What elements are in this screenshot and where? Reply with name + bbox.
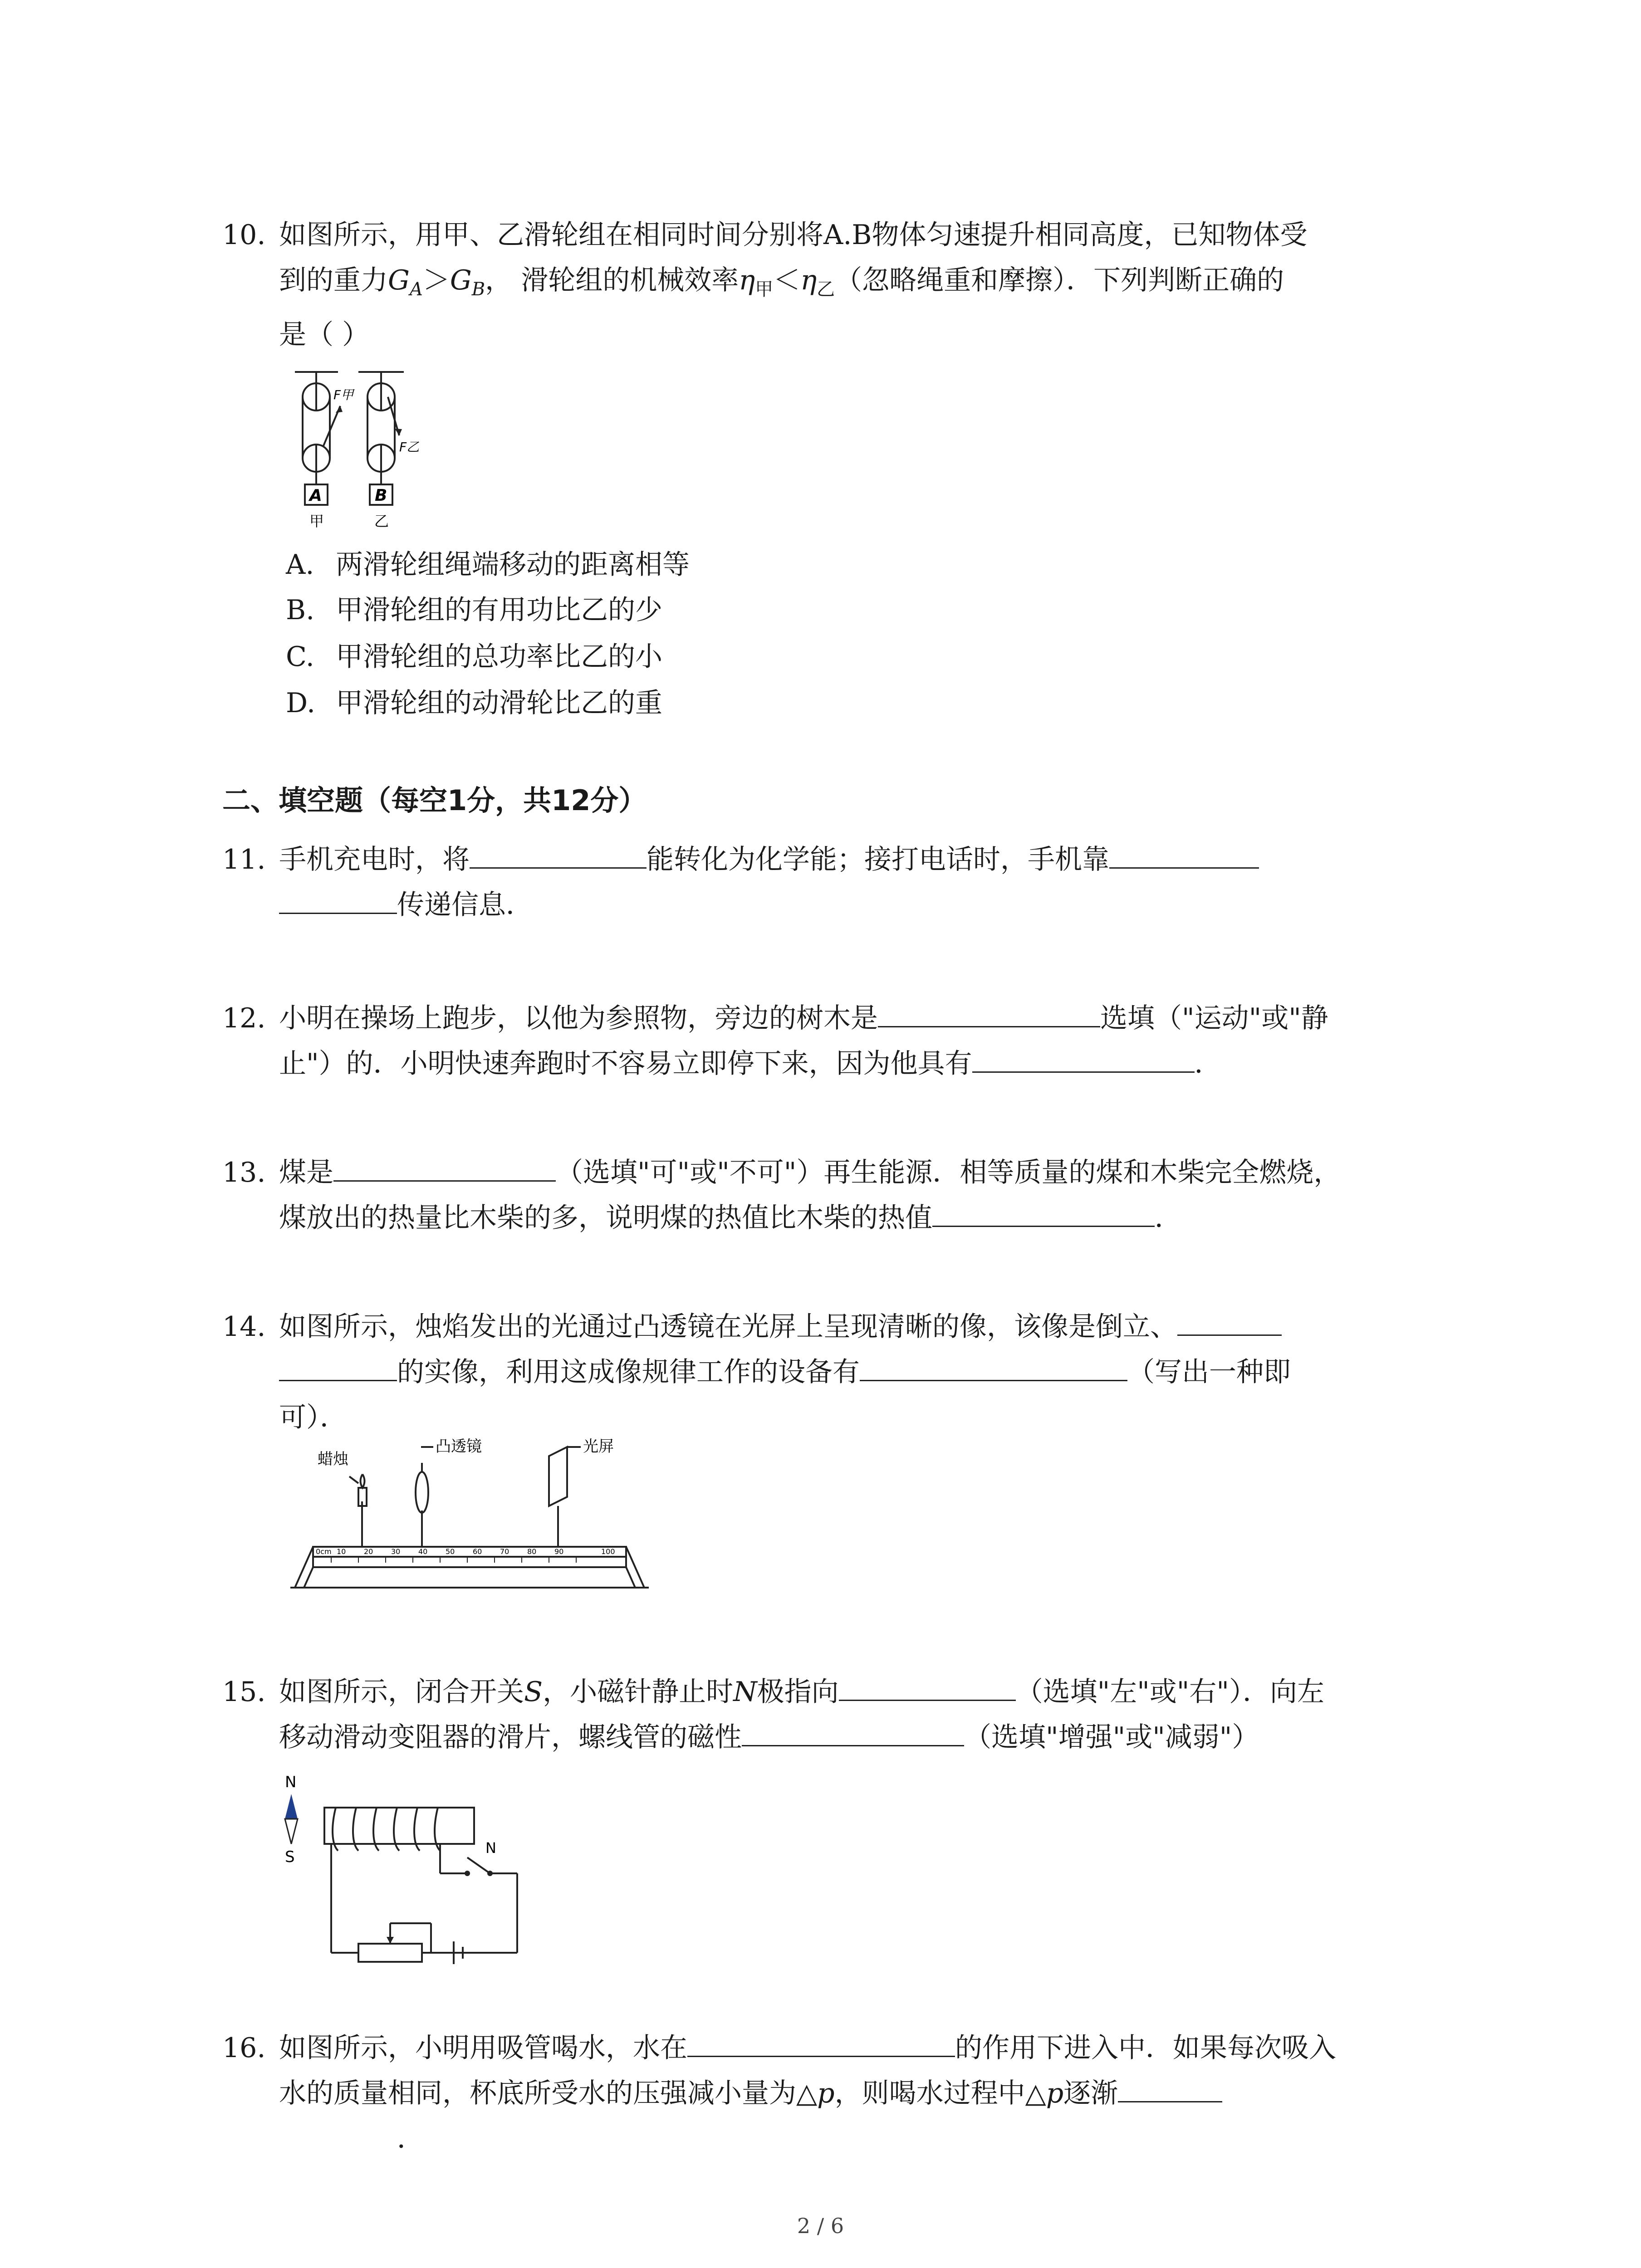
ruler-tick-label: 50 [446, 1547, 455, 1556]
answer-blank[interactable] [470, 841, 647, 869]
block-a-label: A [309, 486, 322, 505]
q10-line2: 到的重力$G_A>G_B$， 滑轮组的机械效率$\eta_甲<\eta_乙$（忽略绳重和摩擦）．下列判断正确的 [279, 264, 1284, 300]
option-d[interactable]: D. 甲滑轮组的动滑轮比乙的重 [286, 687, 662, 719]
force-yi-label: F乙 [399, 440, 420, 455]
section-title: 二、填空题（每空1分，共12分） [222, 784, 647, 817]
question-number: 12. [222, 1002, 266, 1034]
question-12: 12. 小明在操场上跑步，以他为参照物，旁边的树木是 选填（"运动"或"静 止"）的．小明快速奔跑时不容易立即停下来，因为他具有 ． [222, 996, 1447, 1086]
answer-blank[interactable] [279, 886, 397, 914]
label-yi: 乙 [374, 513, 389, 530]
option-c[interactable]: C. 甲滑轮组的总功率比乙的小 [286, 641, 662, 673]
answer-blank[interactable] [932, 1199, 1155, 1227]
question-11: 11. 手机充电时，将 能转化为化学能；接打电话时，手机靠 传递信息． [222, 837, 1447, 928]
answer-blank[interactable] [878, 1000, 1100, 1027]
ruler-tick-label: 10 [337, 1547, 346, 1556]
ruler-tick-label: 60 [473, 1547, 482, 1556]
question-number: 13. [222, 1157, 266, 1188]
answer-blank[interactable] [1118, 2075, 1222, 2102]
switch-label: N [485, 1839, 496, 1857]
compass-n-label: N [285, 1773, 297, 1791]
page-number: 2 / 6 [797, 2214, 844, 2238]
candle-label: 蜡烛 [318, 1450, 348, 1468]
answer-blank[interactable] [860, 1354, 1127, 1381]
compass-s-label: S [285, 1848, 295, 1866]
question-number: 14. [222, 1311, 266, 1343]
question-number: 16. [222, 2032, 266, 2064]
answer-blank[interactable] [742, 1719, 964, 1746]
label-jia: 甲 [309, 513, 324, 530]
screen-label: 光屏 [583, 1438, 614, 1456]
ruler-tick-label: 40 [418, 1547, 428, 1556]
answer-blank[interactable] [1109, 841, 1259, 869]
question-15: 15. 如图所示，闭合开关S，小磁针静止时N极指向 （选填"左"或"右"）．向左 移动滑动变阻器的滑片，螺线管的磁性 （选填"增强"或"减弱"） [222, 1669, 1447, 1760]
ruler-tick-label: 100 [601, 1547, 615, 1556]
lens-label: 凸透镜 [436, 1438, 482, 1456]
compass-needle-s [285, 1819, 298, 1844]
question-number: 10. [222, 219, 266, 251]
question-14: 14. 如图所示，烛焰发出的光通过凸透镜在光屏上呈现清晰的像，该像是倒立、 的实像，利用这成像规律工作的设备有 （写出一种即 可）． [222, 1304, 1447, 1440]
answer-blank[interactable] [279, 2121, 397, 2148]
compass-needle-n [285, 1794, 298, 1819]
question-13: 13. 煤是 （选填"可"或"不可"）再生能源．相等质量的煤和木柴完全燃烧， 煤放出的热量比木柴的多，说明煤的热值比木柴的热值 ． [222, 1150, 1447, 1241]
answer-blank[interactable] [1177, 1308, 1282, 1336]
answer-blank[interactable] [279, 1354, 397, 1381]
ruler-unit: 0cm [316, 1547, 332, 1556]
question-number: 11. [222, 844, 266, 875]
question-16: 16. 如图所示，小明用吸管喝水，水在 的作用下进入中．如果每次吸入 水的质量相同，杯底所受水的压强减小量为△p，则喝水过程中△p逐渐 ． [222, 2025, 1447, 2161]
ruler-tick-label: 20 [364, 1547, 373, 1556]
block-b-label: B [375, 486, 387, 505]
optical-bench-figure [286, 1438, 658, 1597]
question-10 [222, 212, 1447, 357]
ruler-tick-label: 70 [500, 1547, 509, 1556]
solenoid-circuit-figure [281, 1769, 535, 1969]
answer-blank[interactable] [972, 1045, 1195, 1073]
ruler-tick-label: 90 [554, 1547, 564, 1556]
answer-blank[interactable] [333, 1154, 556, 1182]
pulley-figure [286, 363, 440, 535]
force-jia-label: F甲 [333, 387, 354, 402]
q10-line1: 如图所示，用甲、乙滑轮组在相同时间分别将A.B物体匀速提升相同高度，已知物体受 [279, 219, 1308, 251]
answer-blank[interactable] [687, 2029, 955, 2057]
option-a[interactable]: A. 两滑轮组绳端移动的距离相等 [286, 549, 690, 581]
ruler-tick-label: 80 [527, 1547, 537, 1556]
ruler-tick-label: 30 [391, 1547, 401, 1556]
answer-blank[interactable] [839, 1673, 1016, 1701]
question-number: 15. [222, 1676, 266, 1708]
option-b[interactable]: B. 甲滑轮组的有用功比乙的少 [286, 594, 662, 626]
q10-line3: 是（ ） [279, 319, 370, 351]
